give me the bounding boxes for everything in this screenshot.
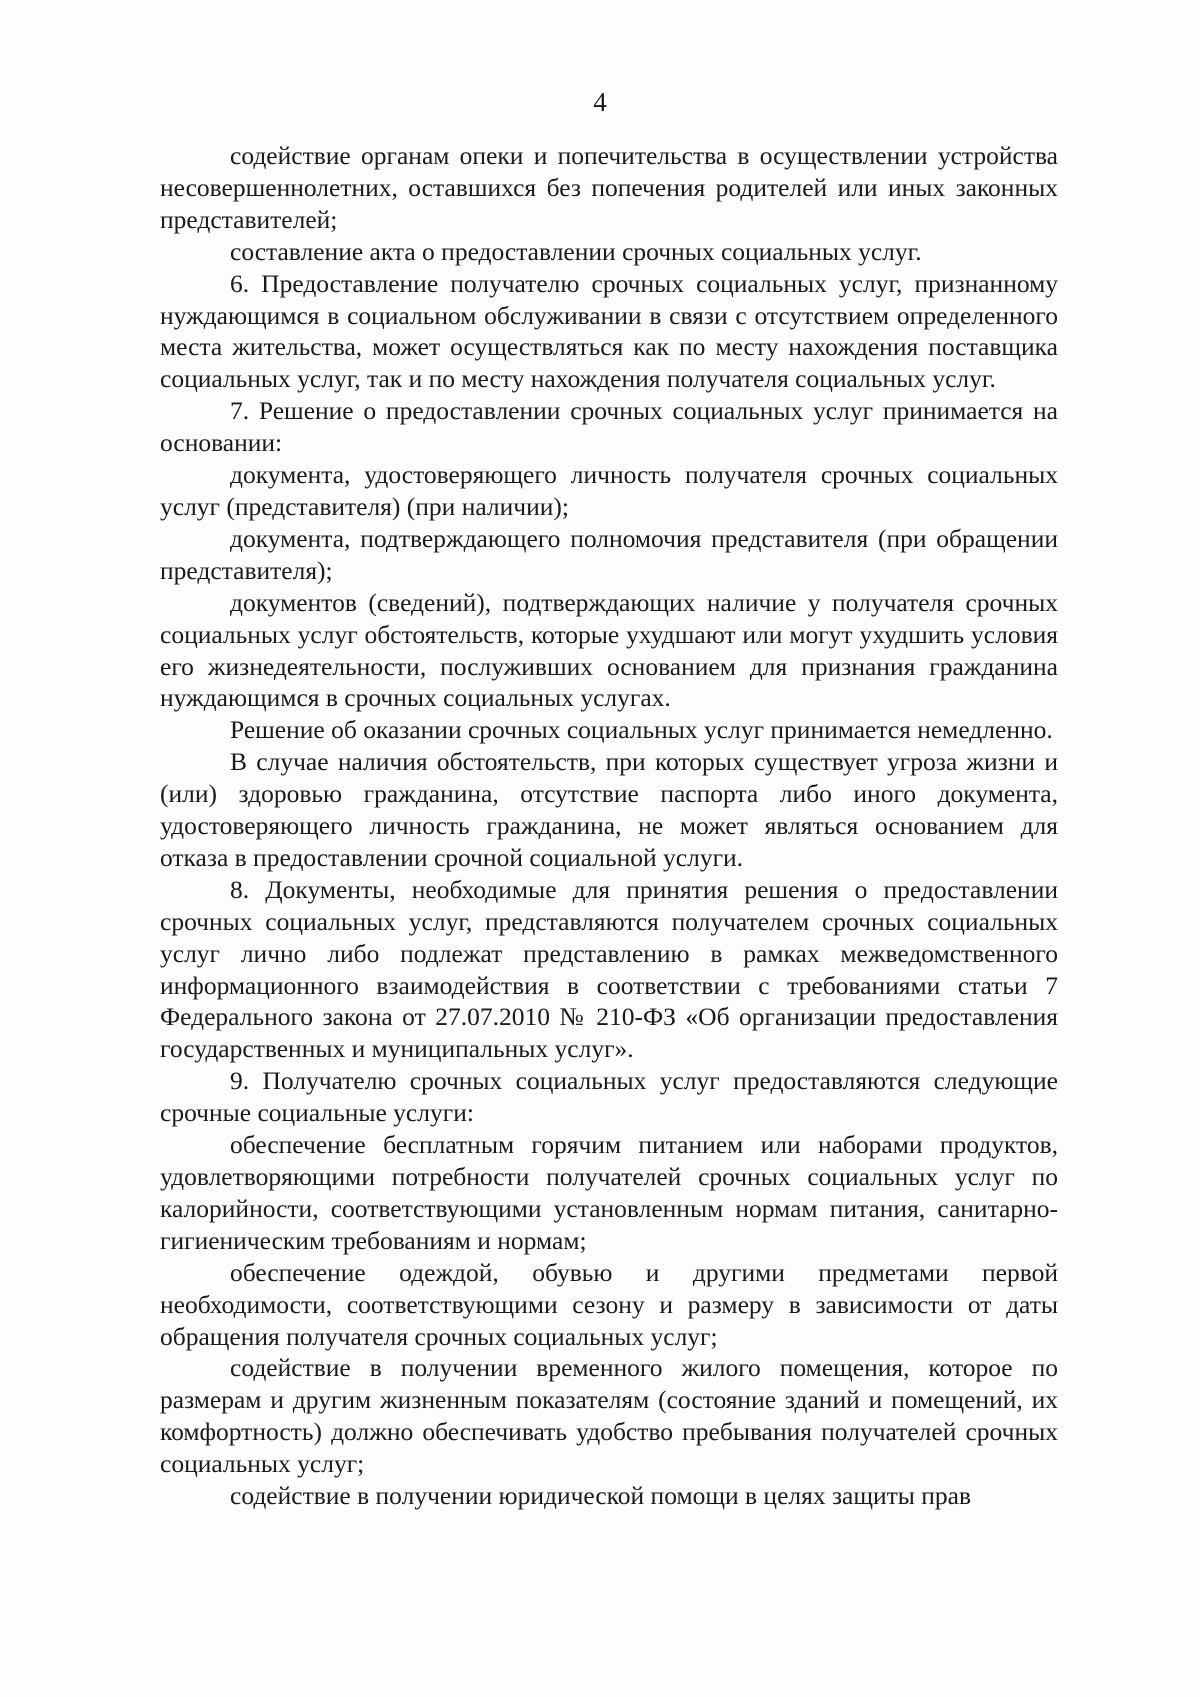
paragraph-item-9: 9. Получателю срочных социальных услуг предоставляются следующие срочные социальные услуги:: [160, 1066, 1058, 1128]
paragraph-guardianship-assistance: содействие органам опеки и попечительства в осуществлении устройства несовершеннолетних, оставшихся без попечения родителей или иных законных представителей;: [160, 141, 1058, 234]
paragraph-clothing: обеспечение одеждой, обувью и другими предметами первой необходимости, соответствующими сезону и размеру в зависимости от даты обращения получателя срочных социальных услуг;: [160, 1257, 1058, 1351]
paragraph-item-7: 7. Решение о предоставлении срочных социальных услуг принимается на основании:: [160, 396, 1058, 458]
document-body: [160, 140, 1058, 1512]
paragraph-item-6: 6. Предоставление получателю срочных социальных услуг, признанному нуждающимся в социальном обслуживании в связи с отсутствием определенного места жительства, может осуществляться как по месту нахождения поставщика социальных услуг, так и по месту нахождения получателя социальных услуг.: [160, 268, 1058, 394]
paragraph-act-drafting: составление акта о предоставлении срочных социальных услуг.: [230, 236, 922, 266]
paragraph-temporary-housing: содействие в получении временного жилого помещения, которое по размерам и другим жизненным показателям (состояние зданий и помещений, их комфортность) должно обеспечивать удобство пребывания получателей срочных социальных услуг;: [160, 1353, 1058, 1479]
paragraph-immediate-decision: Решение об оказании срочных социальных услуг принимается немедленно.: [230, 715, 1053, 745]
page-number: 4: [593, 87, 607, 117]
paragraph-item-8: 8. Документы, необходимые для принятия решения о предоставлении срочных социальных услуг, представляются получателем срочных социальных услуг лично либо подлежат представлению в рамках межведомственного информационного взаимодействия в соответствии с требованиями статьи 7 Федерального закона от 27.07.2010 № 210-ФЗ «Об организации предоставления государственных и муниципальных услуг».: [160, 874, 1058, 1064]
paragraph-free-meals: обеспечение бесплатным горячим питанием или наборами продуктов, удовлетворяющими потребности получателей срочных социальных услуг по калорийности, соответствующими установленным нормам питания, санитарно-гигиеническим требованиям и нормам;: [160, 1130, 1058, 1255]
paragraph-authority-document: документа, подтверждающего полномочия представителя (при обращении представителя);: [160, 523, 1058, 585]
paragraph-circumstance-documents: документов (сведений), подтверждающих наличие у получателя срочных социальных услуг обстоятельств, которые ухудшают или могут ухудшить условия его жизнедеятельности, послуживших основанием для признания гражданина нуждающимся в срочных социальных услугах.: [160, 587, 1058, 713]
paragraph-identity-document: документа, удостоверяющего личность получателя срочных социальных услуг (представителя) (при наличии);: [160, 460, 1058, 521]
paragraph-threat-to-life: В случае наличия обстоятельств, при которых существует угроза жизни и (или) здоровью гражданина, отсутствие паспорта либо иного документа, удостоверяющего личность гражданина, не может являться основанием для отказа в предоставлении срочной социальной услуги.: [160, 747, 1058, 872]
paragraph-legal-aid: содействие в получении юридической помощи в целях защиты прав: [230, 1481, 972, 1511]
